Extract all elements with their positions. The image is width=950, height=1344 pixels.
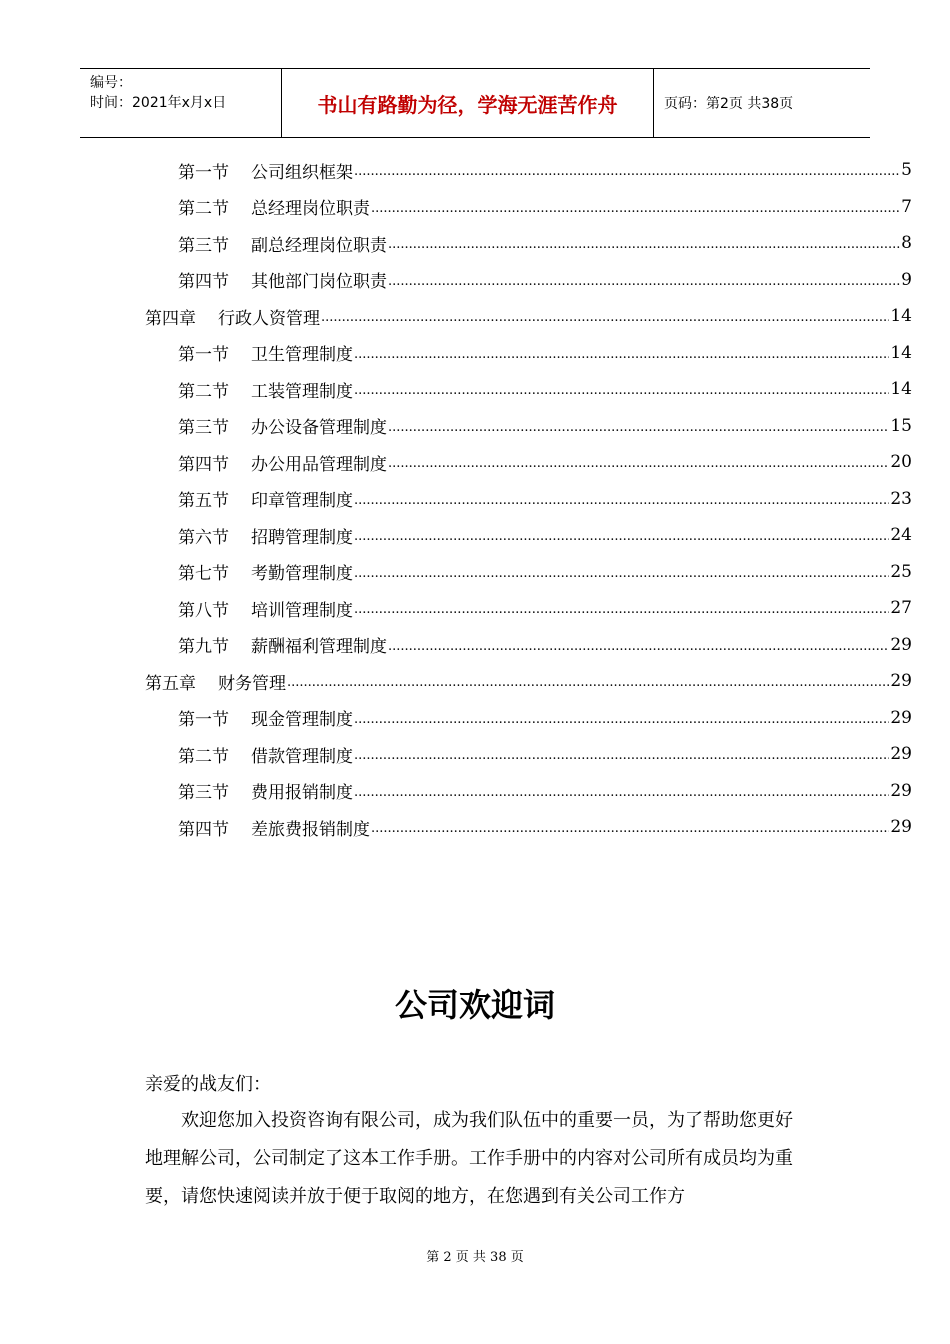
toc-entry[interactable]	[178, 225, 912, 261]
toc-entry-page: 15	[890, 415, 912, 436]
toc-entry-page: 29	[890, 707, 912, 728]
toc-entry-number: 第二节	[178, 381, 229, 402]
toc-leader-dots	[388, 636, 889, 654]
toc-entry-title: 考勤管理制度	[251, 564, 353, 584]
toc-entry-number: 第五节	[178, 491, 229, 511]
toc-entry-number: 第三节	[178, 783, 229, 803]
toc-entry-page: 29	[890, 744, 912, 764]
toc-leader-dots	[354, 745, 889, 763]
toc-entry-number: 第三节	[178, 418, 229, 438]
toc-entry-title: 印章管理制度	[251, 491, 353, 511]
toc-leader-dots	[354, 563, 889, 581]
toc-entry-title: 差旅费报销制度	[251, 819, 370, 840]
toc-entry-number: 第四节	[178, 819, 229, 840]
toc-leader-dots	[354, 599, 889, 617]
toc-entry-page: 14	[890, 306, 912, 326]
toc-entry-title: 工装管理制度	[251, 381, 353, 402]
page-footer: 第 2 页 共 38 页	[426, 1250, 524, 1265]
toc-entry-number: 第四节	[178, 454, 229, 475]
toc-entry-number: 第一节	[178, 710, 229, 730]
toc-leader-dots	[354, 709, 889, 727]
toc-entry-page: 29	[890, 780, 912, 801]
toc-entry-title: 总经理岗位职责	[251, 199, 370, 219]
toc-entry-number: 第四章	[145, 308, 196, 329]
toc-entry[interactable]	[178, 189, 912, 225]
toc-entry-page: 14	[890, 379, 912, 399]
toc-entry-number: 第七节	[178, 564, 229, 584]
toc-entry-page: 9	[901, 269, 912, 290]
toc-leader-dots	[354, 161, 900, 179]
toc-entry-page: 27	[890, 598, 912, 618]
toc-entry-number: 第一节	[178, 162, 229, 183]
toc-entry-number: 第九节	[178, 637, 229, 657]
toc-entry-page: 5	[901, 160, 912, 180]
toc-leader-dots	[388, 271, 900, 289]
toc-entry[interactable]	[178, 590, 912, 626]
header-meta	[80, 69, 282, 137]
toc-entry-title: 行政人资管理	[218, 308, 320, 329]
toc-leader-dots	[354, 490, 889, 508]
toc-entry[interactable]	[178, 481, 912, 517]
toc-leader-dots	[388, 453, 889, 471]
toc-entry[interactable]	[178, 262, 912, 298]
toc-entry-page: 29	[890, 671, 912, 691]
toc-entry-number: 第三节	[178, 235, 229, 256]
toc-entry[interactable]	[145, 663, 912, 699]
toc-entry[interactable]	[178, 554, 912, 590]
toc-entry-title: 办公用品管理制度	[251, 454, 387, 475]
toc-entry-page: 14	[890, 342, 912, 363]
toc-entry-number: 第八节	[178, 600, 229, 621]
toc-entry-number: 第六节	[178, 527, 229, 548]
toc-entry-title: 公司组织框架	[251, 162, 353, 183]
toc-leader-dots	[354, 526, 889, 544]
page-header	[80, 68, 870, 138]
toc-leader-dots	[371, 818, 889, 836]
toc-entry[interactable]	[178, 773, 912, 809]
toc-entry-number: 第五章	[145, 673, 196, 694]
toc-leader-dots	[371, 198, 900, 216]
toc-entry-page: 24	[890, 525, 912, 545]
toc-entry-number: 第四节	[178, 272, 229, 292]
toc-entry[interactable]	[145, 298, 912, 334]
toc-leader-dots	[388, 417, 889, 435]
welcome-greeting: 亲爱的战友们：	[145, 1074, 271, 1095]
serial-label: 编号：	[90, 75, 132, 91]
header-page-info: 页码：第2页 共38页	[664, 96, 794, 112]
toc-entry-page: 29	[890, 817, 912, 837]
toc-leader-dots	[354, 380, 889, 398]
toc-entry-page: 25	[890, 561, 912, 582]
toc-entry[interactable]	[178, 736, 912, 772]
date-label: 时间：2021年x月x日	[90, 95, 227, 111]
toc-entry-title: 借款管理制度	[251, 746, 353, 767]
toc-entry-title: 招聘管理制度	[251, 527, 353, 548]
toc-entry-title: 副总经理岗位职责	[251, 235, 387, 256]
toc-entry-title: 薪酬福利管理制度	[251, 637, 387, 657]
toc-entry-title: 办公设备管理制度	[251, 418, 387, 438]
toc-entry-title: 其他部门岗位职责	[251, 272, 387, 292]
toc-entry-number: 第二节	[178, 199, 229, 219]
toc-entry-title: 现金管理制度	[251, 710, 353, 730]
toc-entry-page: 20	[890, 452, 912, 472]
toc-entry-title: 财务管理	[218, 673, 286, 694]
toc-entry-page: 8	[901, 233, 912, 253]
toc-entry-title: 培训管理制度	[251, 600, 353, 621]
toc-leader-dots	[354, 782, 889, 800]
toc-entry-title: 卫生管理制度	[251, 345, 353, 365]
toc-entry[interactable]	[178, 152, 912, 188]
toc-leader-dots	[354, 344, 889, 362]
welcome-title: 公司欢迎词	[394, 986, 555, 1024]
toc-entry-number: 第二节	[178, 746, 229, 767]
toc-entry[interactable]	[178, 700, 912, 736]
toc-entry-page: 7	[901, 196, 912, 217]
toc-leader-dots	[388, 234, 900, 252]
toc-leader-dots	[287, 672, 889, 690]
toc-entry[interactable]	[178, 627, 912, 663]
toc-entry[interactable]	[178, 517, 912, 553]
welcome-paragraph: 欢迎您加入投资咨询有限公司，成为我们队伍中的重要一员，为了帮助您更好地理解公司，公司制定了这本工作手册。工作手册中的内容对公司所有成员均为重要，请您快速阅读并放于便于取阅的地方，在您遇到有关公司工作方	[145, 1110, 793, 1207]
toc-entry-page: 23	[890, 488, 912, 509]
toc-entry-page: 29	[890, 634, 912, 655]
toc-entry[interactable]	[178, 809, 912, 845]
toc-entry-title: 费用报销制度	[251, 783, 353, 803]
toc-entry[interactable]	[178, 444, 912, 480]
toc-entry[interactable]	[178, 335, 912, 371]
toc-entry-number: 第一节	[178, 345, 229, 365]
header-motto: 书山有路勤为径，学海无涯苦作舟	[282, 69, 654, 137]
toc-leader-dots	[321, 307, 889, 325]
toc-entry[interactable]	[178, 371, 912, 407]
toc-entry[interactable]	[178, 408, 912, 444]
